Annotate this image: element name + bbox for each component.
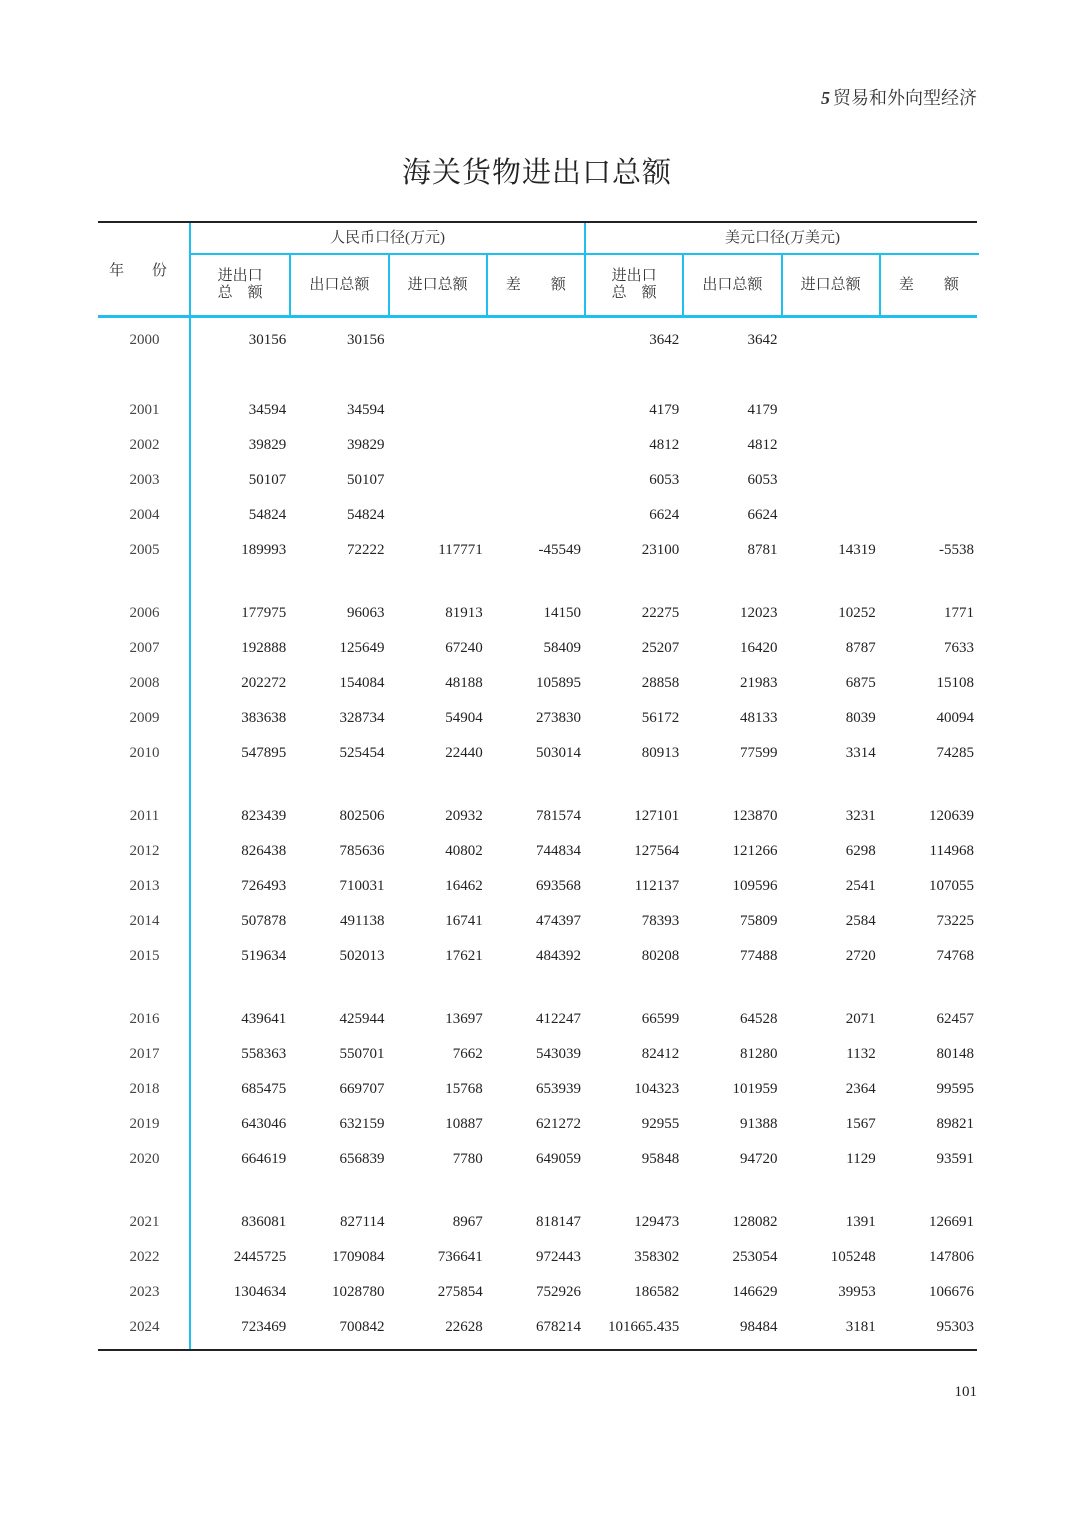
value-cell: 89821 <box>936 1116 974 1132</box>
value-cell: 81280 <box>740 1046 778 1062</box>
value-cell: 64528 <box>740 1011 778 1027</box>
value-cell: 129473 <box>634 1214 680 1230</box>
value-cell: 425944 <box>339 1011 385 1027</box>
column-header-line: 出口总额 <box>702 276 763 293</box>
value-cell: 123870 <box>732 808 778 824</box>
value-cell: 700842 <box>339 1319 385 1335</box>
value-cell: 23100 <box>641 542 680 558</box>
value-cell: 1709084 <box>332 1249 385 1265</box>
value-cell: 107055 <box>929 878 974 894</box>
value-cell: 22275 <box>641 605 680 621</box>
value-cell: 503014 <box>536 745 581 761</box>
value-cell: 77599 <box>740 745 778 761</box>
column-header <box>289 255 387 315</box>
rmb-group-header: 人民币口径(万元) <box>191 223 584 255</box>
column-header-line: 总 额 <box>217 285 263 301</box>
value-cell: 121266 <box>732 843 778 859</box>
value-cell: 77488 <box>740 948 778 964</box>
year-cell: 2023 <box>129 1284 160 1300</box>
table-row <box>98 393 977 428</box>
column-header <box>781 255 879 315</box>
value-cell: 62457 <box>936 1011 974 1027</box>
value-cell: 826438 <box>241 843 287 859</box>
value-cell: 20932 <box>445 808 483 824</box>
value-cell: 7633 <box>944 640 974 656</box>
year-cell: 2007 <box>129 640 160 656</box>
value-cell: 669707 <box>339 1081 385 1097</box>
value-cell: 82412 <box>641 1046 680 1062</box>
value-cell: 8039 <box>845 710 876 726</box>
table-row <box>98 1142 977 1177</box>
value-cell: 14319 <box>838 542 876 558</box>
year-cell: 2001 <box>129 402 160 418</box>
value-cell: 3314 <box>845 745 876 761</box>
value-cell: 13697 <box>445 1011 483 1027</box>
value-cell: 74285 <box>936 745 974 761</box>
value-cell: 127564 <box>634 843 680 859</box>
value-cell: 8781 <box>747 542 778 558</box>
value-cell: 358302 <box>634 1249 680 1265</box>
value-cell: 726493 <box>241 878 287 894</box>
value-cell: 95303 <box>936 1319 974 1335</box>
value-cell: 15108 <box>936 675 974 691</box>
value-cell: 75809 <box>740 913 778 929</box>
value-cell: 80913 <box>641 745 680 761</box>
value-cell: 6053 <box>747 472 778 488</box>
value-cell: 58409 <box>543 640 581 656</box>
table-row <box>98 428 977 463</box>
value-cell: 10887 <box>445 1116 483 1132</box>
table-row <box>98 323 977 358</box>
table-row <box>98 834 977 869</box>
value-cell: 54824 <box>248 507 287 523</box>
value-cell: 105895 <box>536 675 581 691</box>
value-cell: 16462 <box>445 878 483 894</box>
value-cell: 92955 <box>641 1116 680 1132</box>
page-number: 101 <box>954 1384 977 1400</box>
value-cell: 80148 <box>936 1046 974 1062</box>
value-cell: 3181 <box>845 1319 876 1335</box>
value-cell: 101665.435 <box>608 1319 680 1335</box>
value-cell: 328734 <box>339 710 385 726</box>
table-row <box>98 1002 977 1037</box>
value-cell: 2071 <box>845 1011 876 1027</box>
value-cell: 781574 <box>536 808 581 824</box>
value-cell: 34594 <box>248 402 287 418</box>
value-cell: 2584 <box>845 913 876 929</box>
value-cell: 106676 <box>929 1284 974 1300</box>
value-cell: 126691 <box>929 1214 974 1230</box>
table-row <box>98 904 977 939</box>
year-cell: 2020 <box>129 1151 160 1167</box>
table-header <box>98 223 977 318</box>
year-cell: 2021 <box>129 1214 160 1230</box>
value-cell: 117771 <box>438 542 483 558</box>
value-cell: 823439 <box>241 808 287 824</box>
table-row <box>98 463 977 498</box>
trade-table <box>98 221 977 1351</box>
value-cell: 54824 <box>347 507 385 523</box>
value-cell: 632159 <box>339 1116 385 1132</box>
value-cell: 710031 <box>339 878 385 894</box>
value-cell: 15768 <box>445 1081 483 1097</box>
year-cell: 2018 <box>129 1081 160 1097</box>
column-header <box>486 255 584 315</box>
value-cell: 7780 <box>452 1151 483 1167</box>
value-cell: 177975 <box>241 605 287 621</box>
value-cell: 39953 <box>838 1284 876 1300</box>
column-header <box>388 255 486 315</box>
value-cell: 25207 <box>641 640 680 656</box>
value-cell: 112137 <box>634 878 680 894</box>
value-cell: 253054 <box>732 1249 778 1265</box>
value-cell: -45549 <box>538 542 581 558</box>
value-cell: 72222 <box>347 542 385 558</box>
value-cell: 8787 <box>845 640 876 656</box>
value-cell: 10252 <box>838 605 876 621</box>
value-cell: 74768 <box>936 948 974 964</box>
value-cell: 273830 <box>536 710 581 726</box>
value-cell: 649059 <box>536 1151 581 1167</box>
column-header-line: 进出口 <box>217 268 263 284</box>
value-cell: 48188 <box>445 675 483 691</box>
year-cell: 2011 <box>129 808 160 824</box>
value-cell: 30156 <box>248 332 287 348</box>
year-cell: 2006 <box>129 605 160 621</box>
year-cell: 2022 <box>129 1249 160 1265</box>
value-cell: 275854 <box>437 1284 483 1300</box>
year-cell: 2004 <box>129 507 160 523</box>
value-cell: 16741 <box>445 913 483 929</box>
value-cell: 3642 <box>747 332 778 348</box>
table-row <box>98 701 977 736</box>
value-cell: 4179 <box>649 402 680 418</box>
group-spacer <box>98 568 977 596</box>
table-row <box>98 666 977 701</box>
value-cell: 4812 <box>649 437 680 453</box>
value-cell: 105248 <box>830 1249 876 1265</box>
usd-group-header: 美元口径(万美元) <box>584 223 979 255</box>
value-cell: 474397 <box>536 913 581 929</box>
value-cell: 127101 <box>634 808 680 824</box>
value-cell: 98484 <box>740 1319 778 1335</box>
value-cell: 54904 <box>445 710 483 726</box>
value-cell: 439641 <box>241 1011 287 1027</box>
column-header-line: 进出口 <box>611 268 657 284</box>
year-cell: 2000 <box>129 332 160 348</box>
value-cell: 22440 <box>445 745 483 761</box>
value-cell: 39829 <box>248 437 287 453</box>
value-cell: 56172 <box>641 710 680 726</box>
table-row <box>98 533 977 568</box>
column-header-line: 出口总额 <box>309 276 370 293</box>
value-cell: 502013 <box>339 948 385 964</box>
value-cell: 78393 <box>641 913 680 929</box>
value-cell: 1132 <box>846 1046 876 1062</box>
table-row <box>98 736 977 771</box>
value-cell: 643046 <box>241 1116 287 1132</box>
value-cell: 14150 <box>543 605 581 621</box>
column-header <box>682 255 780 315</box>
table-row <box>98 1107 977 1142</box>
year-cell: 2003 <box>129 472 160 488</box>
chapter-header <box>821 84 977 110</box>
value-cell: 3642 <box>649 332 680 348</box>
value-cell: 1304634 <box>233 1284 287 1300</box>
value-cell: 154084 <box>339 675 385 691</box>
value-cell: 6875 <box>845 675 876 691</box>
value-cell: 383638 <box>241 710 287 726</box>
table-row <box>98 1205 977 1240</box>
value-cell: 7662 <box>452 1046 483 1062</box>
value-cell: 6624 <box>747 507 778 523</box>
table-row <box>98 799 977 834</box>
value-cell: 101959 <box>732 1081 778 1097</box>
value-cell: 3231 <box>845 808 876 824</box>
value-cell: 678214 <box>536 1319 581 1335</box>
value-cell: 752926 <box>536 1284 581 1300</box>
value-cell: 40802 <box>445 843 483 859</box>
value-cell: 73225 <box>936 913 974 929</box>
value-cell: 525454 <box>339 745 385 761</box>
value-cell: 104323 <box>634 1081 680 1097</box>
year-cell: 2017 <box>129 1046 160 1062</box>
column-header-line: 总 额 <box>611 285 657 301</box>
group-spacer <box>98 771 977 799</box>
value-cell: 519634 <box>241 948 287 964</box>
year-cell: 2005 <box>129 542 160 558</box>
column-header-line: 进口总额 <box>407 276 468 293</box>
chapter-number: 5 <box>821 88 830 108</box>
value-cell: 1028780 <box>332 1284 385 1300</box>
year-cell: 2024 <box>129 1319 160 1335</box>
value-cell: 972443 <box>536 1249 581 1265</box>
value-cell: 1567 <box>845 1116 876 1132</box>
column-header <box>584 255 682 315</box>
value-cell: 189993 <box>241 542 287 558</box>
value-cell: 120639 <box>929 808 974 824</box>
value-cell: 2541 <box>845 878 876 894</box>
value-cell: 93591 <box>936 1151 974 1167</box>
column-header <box>191 255 289 315</box>
year-cell: 2013 <box>129 878 160 894</box>
value-cell: 96063 <box>347 605 385 621</box>
value-cell: 736641 <box>437 1249 483 1265</box>
year-cell: 2010 <box>129 745 160 761</box>
value-cell: 558363 <box>241 1046 287 1062</box>
table-row <box>98 498 977 533</box>
year-cell: 2015 <box>129 948 160 964</box>
value-cell: 109596 <box>732 878 778 894</box>
value-cell: 412247 <box>536 1011 581 1027</box>
value-cell: 484392 <box>536 948 581 964</box>
table-row <box>98 1310 977 1345</box>
value-cell: 34594 <box>347 402 385 418</box>
value-cell: 2720 <box>845 948 876 964</box>
value-cell: 28858 <box>641 675 680 691</box>
value-cell: 550701 <box>339 1046 385 1062</box>
value-cell: 507878 <box>241 913 287 929</box>
value-cell: 836081 <box>241 1214 287 1230</box>
value-cell: 1771 <box>944 605 974 621</box>
value-cell: 2445725 <box>233 1249 287 1265</box>
year-cell: 2008 <box>129 675 160 691</box>
table-row <box>98 869 977 904</box>
table-row <box>98 631 977 666</box>
value-cell: 114968 <box>929 843 974 859</box>
value-cell: 2364 <box>845 1081 876 1097</box>
chapter-label: 贸易和外向型经济 <box>833 88 977 108</box>
value-cell: 22628 <box>445 1319 483 1335</box>
value-cell: 40094 <box>936 710 974 726</box>
table-row <box>98 939 977 974</box>
value-cell: 12023 <box>740 605 778 621</box>
value-cell: 147806 <box>929 1249 974 1265</box>
value-cell: 39829 <box>347 437 385 453</box>
value-cell: 94720 <box>740 1151 778 1167</box>
value-cell: 21983 <box>740 675 778 691</box>
value-cell: 91388 <box>740 1116 778 1132</box>
value-cell: 125649 <box>339 640 385 656</box>
value-cell: 744834 <box>536 843 581 859</box>
value-cell: 6624 <box>649 507 680 523</box>
year-header: 年 份 <box>109 263 179 279</box>
value-cell: 80208 <box>641 948 680 964</box>
value-cell: 6053 <box>649 472 680 488</box>
value-cell: 547895 <box>241 745 287 761</box>
value-cell: 95848 <box>641 1151 680 1167</box>
column-header-line: 进口总额 <box>800 276 861 293</box>
value-cell: 99595 <box>936 1081 974 1097</box>
year-cell: 2002 <box>129 437 160 453</box>
value-cell: 50107 <box>347 472 385 488</box>
group-spacer <box>98 358 977 393</box>
value-cell: 785636 <box>339 843 385 859</box>
value-cell: 802506 <box>339 808 385 824</box>
group-spacer <box>98 1177 977 1205</box>
value-cell: 66599 <box>641 1011 680 1027</box>
year-cell: 2016 <box>129 1011 160 1027</box>
table-row <box>98 1072 977 1107</box>
year-cell: 2009 <box>129 710 160 726</box>
value-cell: 30156 <box>347 332 385 348</box>
value-cell: 48133 <box>740 710 778 726</box>
value-cell: 128082 <box>732 1214 778 1230</box>
value-cell: 653939 <box>536 1081 581 1097</box>
value-cell: 186582 <box>634 1284 680 1300</box>
year-cell: 2014 <box>129 913 160 929</box>
column-header-line: 差 额 <box>505 276 566 293</box>
value-cell: 67240 <box>445 640 483 656</box>
value-cell: 16420 <box>740 640 778 656</box>
value-cell: 656839 <box>339 1151 385 1167</box>
value-cell: 621272 <box>536 1116 581 1132</box>
value-cell: 1129 <box>846 1151 876 1167</box>
table-row <box>98 1275 977 1310</box>
value-cell: 664619 <box>241 1151 287 1167</box>
value-cell: 693568 <box>536 878 581 894</box>
value-cell: 723469 <box>241 1319 287 1335</box>
table-body <box>98 318 977 1349</box>
value-cell: 192888 <box>241 640 287 656</box>
value-cell: 6298 <box>845 843 876 859</box>
table-row <box>98 596 977 631</box>
page-title: 海关货物进出口总额 <box>401 157 672 189</box>
column-header <box>879 255 977 315</box>
value-cell: 1391 <box>845 1214 876 1230</box>
value-cell: 491138 <box>340 913 385 929</box>
table-row <box>98 1037 977 1072</box>
column-header-line: 差 额 <box>898 276 959 293</box>
value-cell: -5538 <box>939 542 974 558</box>
value-cell: 543039 <box>536 1046 581 1062</box>
value-cell: 81913 <box>445 605 483 621</box>
table-row <box>98 1240 977 1275</box>
value-cell: 818147 <box>536 1214 581 1230</box>
value-cell: 17621 <box>445 948 483 964</box>
year-cell: 2012 <box>129 843 160 859</box>
year-cell: 2019 <box>129 1116 160 1132</box>
value-cell: 146629 <box>732 1284 778 1300</box>
group-spacer <box>98 974 977 1002</box>
value-cell: 50107 <box>248 472 287 488</box>
value-cell: 202272 <box>241 675 287 691</box>
value-cell: 685475 <box>241 1081 287 1097</box>
value-cell: 4812 <box>747 437 778 453</box>
value-cell: 827114 <box>340 1214 385 1230</box>
value-cell: 4179 <box>747 402 778 418</box>
value-cell: 8967 <box>452 1214 483 1230</box>
